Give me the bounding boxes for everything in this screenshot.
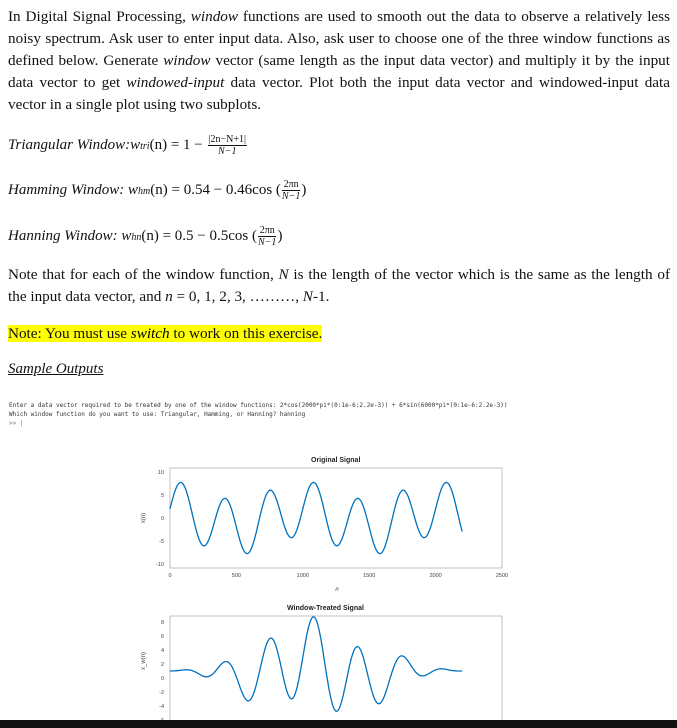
plot-treated-yticks — [159, 620, 164, 724]
taskbar — [0, 720, 677, 728]
intro-term-windowed-input: windowed-input — [126, 74, 225, 91]
plot-treated-ylabel: x_w(n) — [141, 651, 147, 671]
plot-original — [141, 468, 508, 593]
y-tick-label: 4 — [160, 648, 164, 654]
triangular-denominator: N−1 — [218, 146, 237, 157]
plot-original-yticks — [156, 470, 164, 568]
intro-text-3: vector (same length as the input data vector) and multiply it by the input data vector to get — [8, 52, 670, 91]
console-prompt[interactable]: >> | — [9, 420, 24, 427]
y-tick-label: 6 — [160, 634, 164, 640]
sample-outputs-heading: Sample Outputs — [8, 361, 104, 377]
triangular-numerator: |2n−N+1| — [208, 134, 247, 145]
length-note-N: N — [278, 266, 289, 283]
y-tick-label: 2 — [160, 662, 164, 668]
plot-original-xlabel: n — [335, 587, 339, 593]
hamming-label: Hamming Window: — [8, 181, 128, 198]
y-tick-label: 5 — [160, 493, 164, 499]
hanning-label: Hanning Window: — [8, 227, 122, 244]
plot-window-treated — [141, 616, 502, 726]
plot-original-ylabel: x(n) — [141, 512, 147, 524]
intro-text-1: In Digital Signal Processing, — [8, 8, 191, 25]
intro-text-2: functions are used to smooth out the data to observe a relatively less noisy spectrum. Ask user to enter input data. Also, ask user to choose one of the three window functions as defined below. Generate — [8, 8, 670, 69]
plot-original-axes — [170, 468, 502, 568]
x-tick-label: 1500 — [363, 573, 376, 579]
length-note-N2: N — [302, 288, 313, 305]
y-tick-label: -2 — [159, 690, 164, 696]
plot-original-xticks — [168, 573, 508, 579]
length-note-a: Note that for each of the window function, — [8, 266, 279, 283]
console-line-2: Which window function do you want to use: Triangular, Hamming, or Hanning? hanning — [9, 411, 306, 418]
intro-term-window-2: window — [163, 52, 211, 69]
y-tick-label: -4 — [159, 704, 164, 710]
intro-text-4: data vector. Plot both the input data vector and windowed-input data vector in a single plot using two subplots. — [8, 74, 670, 113]
triangular-subscript: tri — [140, 140, 150, 152]
intro-term-window: window — [190, 8, 239, 25]
x-tick-label: 2000 — [429, 573, 442, 579]
triangular-rhs: (n) = 1 − — [149, 136, 207, 153]
plot-treated-title: Window-Treated Signal — [287, 605, 364, 612]
hanning-denominator: N−1 — [258, 237, 277, 248]
x-tick-label: 500 — [231, 573, 241, 579]
switch-note-a: Note: You must use — [8, 325, 131, 342]
y-tick-label: 8 — [160, 620, 164, 626]
length-note-d: -1. — [312, 288, 330, 305]
y-tick-label: -5 — [159, 539, 164, 545]
switch-note-b: to work on this exercise. — [169, 325, 323, 342]
y-tick-label: 0 — [160, 516, 164, 522]
hanning-subscript: hn — [131, 231, 142, 243]
x-tick-label: 0 — [168, 573, 172, 579]
window-treated-signal-line — [170, 617, 462, 711]
hanning-close: ) — [277, 227, 283, 244]
hamming-numerator: 2πn — [283, 179, 299, 190]
hamming-close: ) — [301, 181, 307, 198]
y-tick-label: 10 — [157, 470, 164, 476]
length-note-b: is the length of the vector which is the same as the length of the input data vector, and — [8, 266, 671, 305]
hamming-subscript: hm — [138, 185, 151, 197]
original-signal-line — [170, 482, 462, 553]
y-tick-label: 0 — [160, 676, 164, 682]
hanning-numerator: 2πn — [259, 225, 275, 236]
triangular-lhs: w — [130, 136, 141, 153]
length-note-c: = 0, 1, 2, 3, ………, — [172, 288, 303, 305]
hamming-denominator: N−1 — [281, 191, 301, 202]
length-note-n: n — [165, 288, 173, 305]
plot-original-title: Original Signal — [311, 457, 361, 464]
hamming-lhs: w — [128, 181, 139, 198]
y-tick-label: -10 — [156, 562, 164, 568]
console-line-1: Enter a data vector required to be treated by one of the window functions: 2*cos(2000*pi*(0:1e-6:2.2e-3)) + 6*sin(6000*pi*(0:1e-6:2.2e-3)) — [9, 402, 508, 409]
hanning-lhs: w — [121, 227, 132, 244]
hanning-rhs: (n) = 0.5 − 0.5cos ( — [141, 227, 258, 244]
x-tick-label: 2500 — [495, 573, 509, 579]
triangular-label: Triangular Window: — [8, 136, 131, 153]
hamming-rhs: (n) = 0.54 − 0.46cos ( — [150, 181, 281, 198]
x-tick-label: 1000 — [296, 573, 309, 579]
switch-keyword: switch — [130, 325, 170, 342]
